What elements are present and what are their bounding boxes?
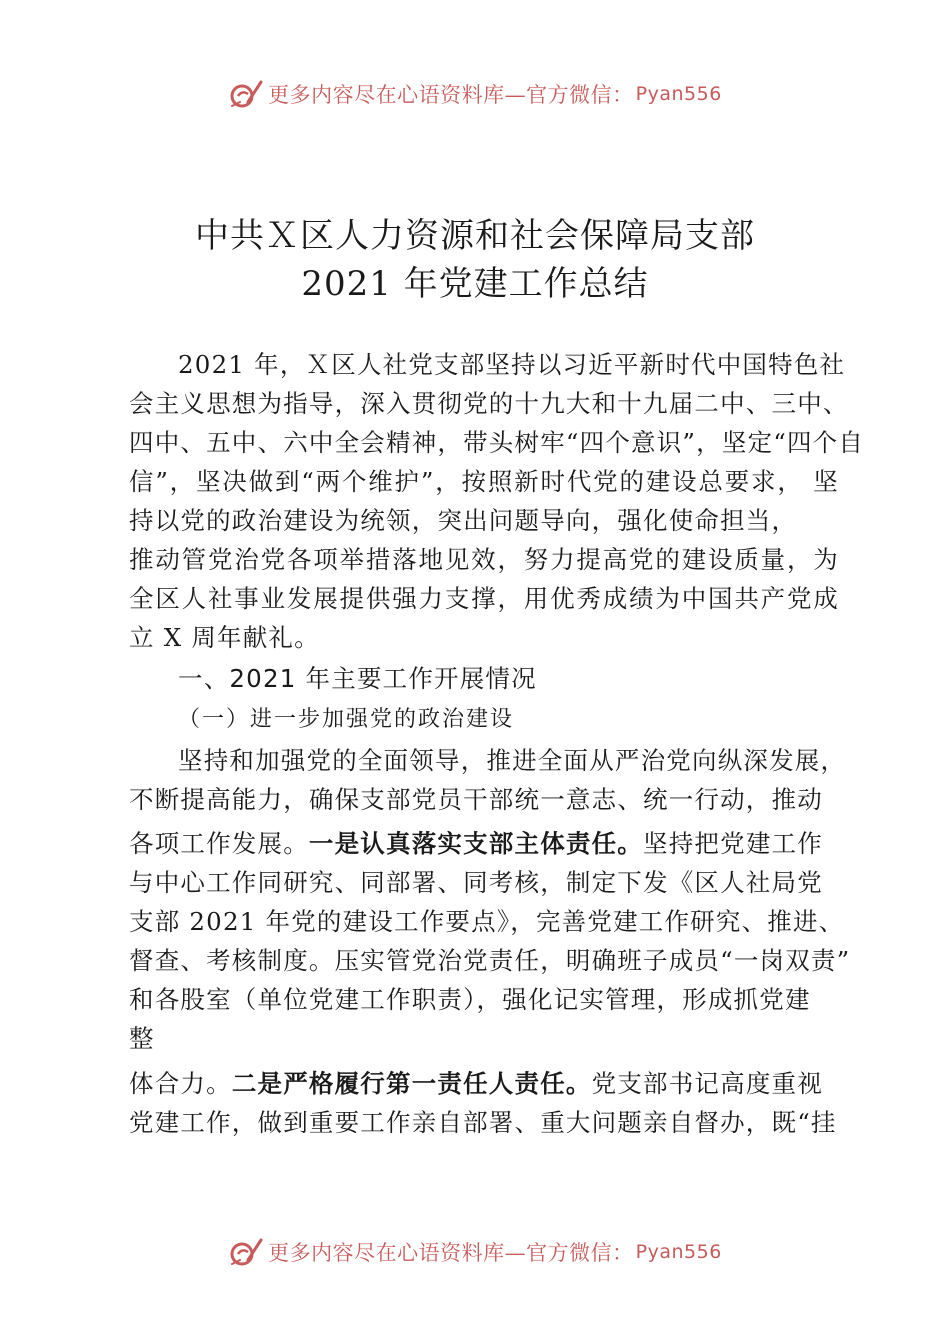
intro-line: 四中、五中、六中全会精神，带头树牢“四个意识”，坚定“四个自 bbox=[129, 428, 865, 457]
body-line-with-emphasis bbox=[129, 824, 839, 864]
watermark-header bbox=[0, 72, 950, 116]
body-line: 坚持和加强党的全面领导，推进全面从严治党向纵深发展， bbox=[178, 746, 847, 775]
body-line: 督查、考核制度。压实管党治党责任，明确班子成员“一岗双责” bbox=[129, 946, 851, 975]
body-line-with-emphasis bbox=[129, 1064, 839, 1104]
watermark-wechat-id: Pyan556 bbox=[635, 1241, 722, 1263]
subsection-heading: （一）进一步加强党的政治建设 bbox=[178, 707, 515, 732]
document-title-line2: 2021 年党建工作总结 bbox=[301, 264, 649, 304]
watermark-text: 更多内容尽在心语资料库—官方微信： bbox=[268, 83, 634, 107]
intro-line: 持以党的政治建设为统领，突出问题导向，强化使命担当， bbox=[129, 506, 798, 535]
document-title-line1: 中共Ｘ区人力资源和社会保障局支部 bbox=[195, 216, 755, 256]
body-line: 整 bbox=[129, 1024, 155, 1053]
intro-line: 立 X 周年献礼。 bbox=[129, 623, 320, 652]
watermark-text: 更多内容尽在心语资料库—官方微信： bbox=[268, 1241, 634, 1265]
body-text: 各项工作发展。 bbox=[129, 829, 309, 858]
emphasis-text: 一是认真落实支部主体责任。 bbox=[308, 829, 644, 858]
body-line: 与中心工作同研究、同部署、同考核，制定下发《区人社局党 bbox=[129, 868, 823, 897]
intro-line: 推动管党治党各项举措落地见效，努力提高党的建设质量，为 bbox=[129, 545, 839, 574]
section-heading: 一、2021 年主要工作开展情况 bbox=[178, 664, 537, 693]
body-line: 不断提高能力，确保支部党员干部统一意志、统一行动，推动 bbox=[129, 785, 823, 814]
body-text: 党支部书记高度重视 bbox=[591, 1069, 823, 1098]
body-text: 体合力。 bbox=[129, 1069, 232, 1098]
intro-line: 2021 年，Ｘ区人社党支部坚持以习近平新时代中国特色社 bbox=[178, 350, 846, 379]
body-line: 支部 2021 年党的建设工作要点》，完善党建工作研究、推进、 bbox=[129, 907, 845, 936]
intro-line: 会主义思想为指导，深入贯彻党的十九大和十九届二中、三中、 bbox=[129, 389, 849, 418]
brush-logo-icon bbox=[228, 1234, 264, 1270]
emphasis-text: 二是严格履行第一责任人责任。 bbox=[231, 1069, 592, 1098]
watermark-wechat-id: Pyan556 bbox=[635, 83, 722, 105]
intro-line: 全区人社事业发展提供强力支撑，用优秀成绩为中国共产党成 bbox=[129, 584, 839, 613]
brush-logo-icon bbox=[228, 76, 264, 112]
body-line: 和各股室（单位党建工作职责），强化记实管理，形成抓党建 bbox=[129, 985, 811, 1014]
intro-line: 信”，坚决做到“两个维护”，按照新时代党的建设总要求， 坚 bbox=[129, 467, 839, 496]
body-text: 坚持把党建工作 bbox=[643, 829, 823, 858]
watermark-footer bbox=[0, 1230, 950, 1274]
body-line: 党建工作，做到重要工作亲自部署、重大问题亲自督办，既“挂 bbox=[129, 1108, 837, 1137]
